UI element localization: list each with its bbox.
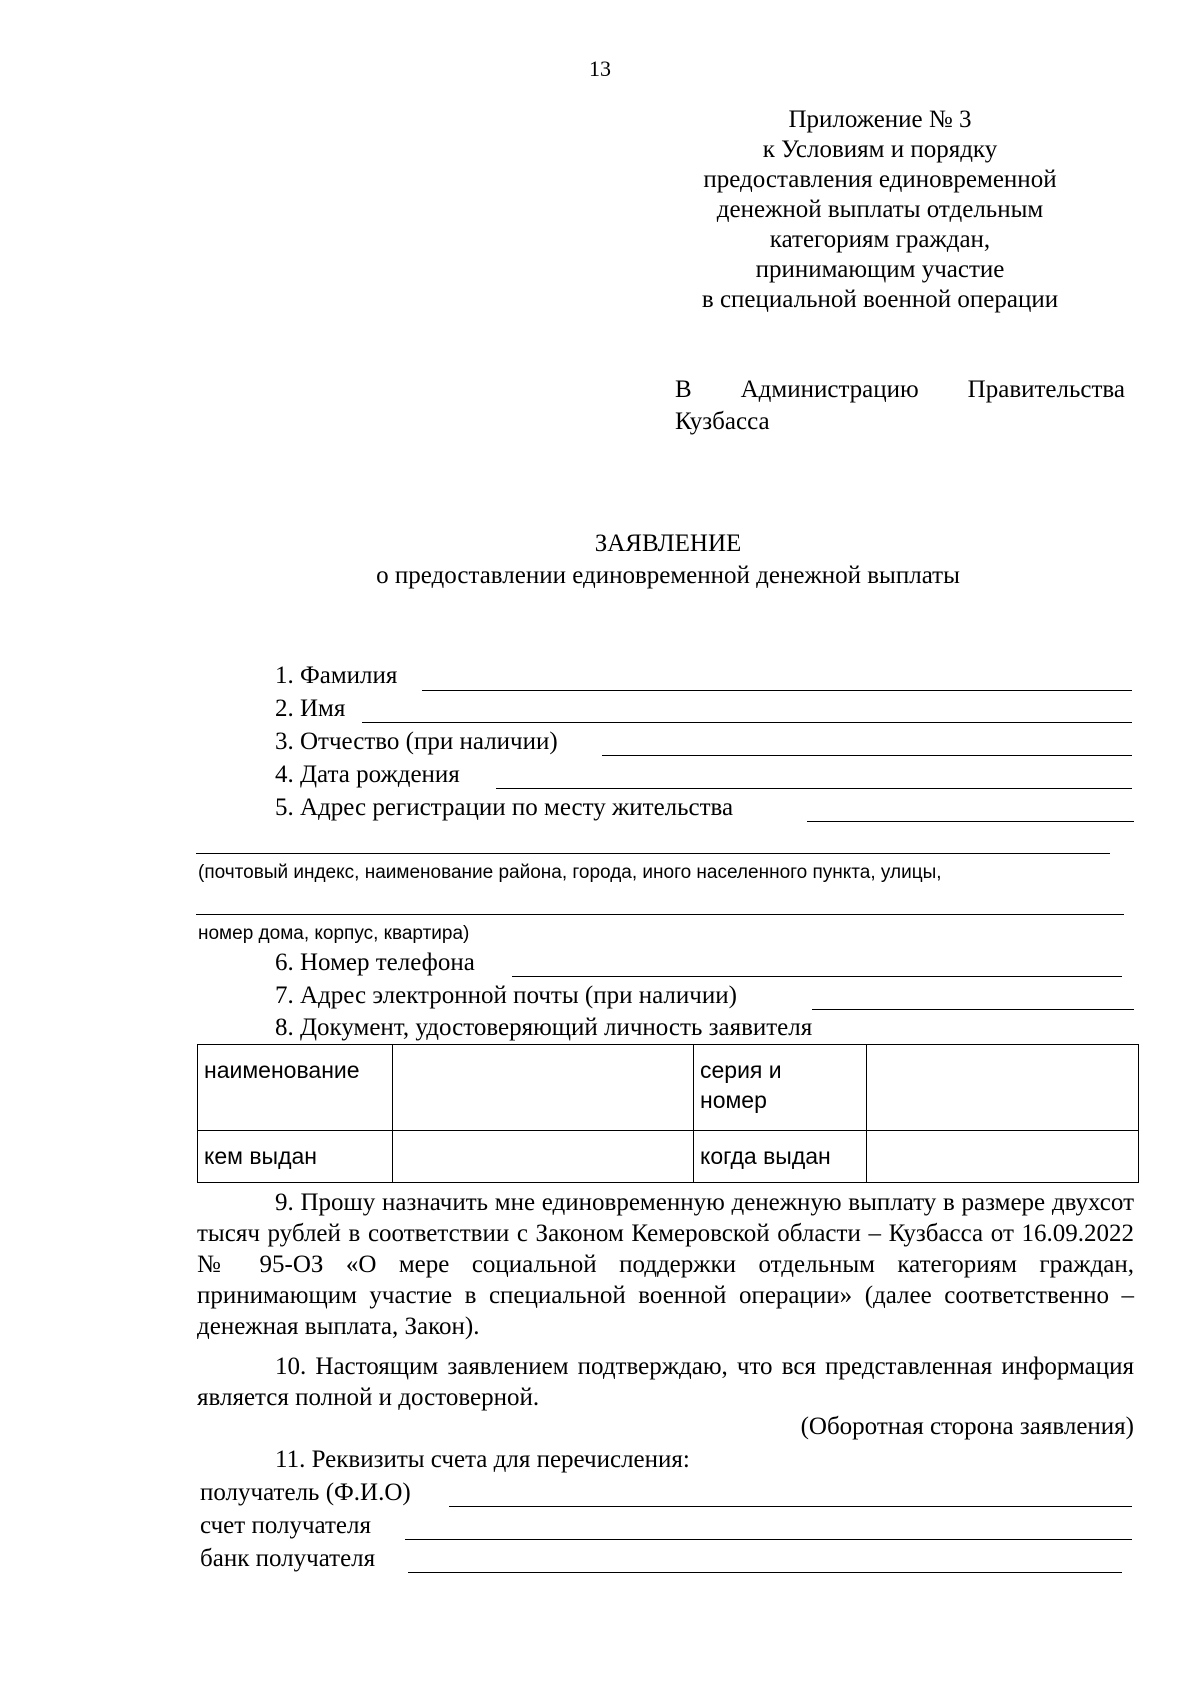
appendix-block bbox=[650, 105, 1110, 315]
patronymic-line[interactable] bbox=[602, 755, 1132, 756]
id-name-value-cell[interactable] bbox=[393, 1045, 694, 1131]
document-subtitle: о предоставлении единовременной денежной выплаты bbox=[376, 562, 960, 589]
email-label: 7. Адрес электронной почты (при наличии) bbox=[275, 982, 737, 1009]
id-issued-when-label-cell bbox=[694, 1131, 867, 1183]
patronymic-label: 3. Отчество (при наличии) bbox=[275, 728, 558, 755]
appendix-line: Приложение № 3 bbox=[788, 106, 972, 133]
bank-name-line[interactable] bbox=[408, 1572, 1122, 1573]
name-line[interactable] bbox=[362, 722, 1132, 723]
address-hint-2: номер дома, корпус, квартира) bbox=[198, 923, 470, 944]
paragraph-9: 9. Прошу назначить мне единовременную денежную выплату в размере двухсот тысяч рублей в соответствии с Законом Кемеровской области – Кузбасса от 16.09.2022 № 95-ОЗ «О мере социальной поддержки отдельным категориям граждан, принимающим участие в специальной военной операции» (далее соответственно – денежная выплата, Закон). bbox=[197, 1189, 1134, 1340]
email-line[interactable] bbox=[812, 1009, 1134, 1010]
phone-label: 6. Номер телефона bbox=[275, 949, 475, 976]
appendix-line: к Условиям и порядку bbox=[762, 136, 998, 163]
id-document-table bbox=[197, 1044, 1139, 1183]
id-issued-when-value-cell[interactable] bbox=[867, 1131, 1139, 1183]
id-document-label: 8. Документ, удостоверяющий личность заявителя bbox=[275, 1014, 813, 1041]
name-label: 2. Имя bbox=[275, 695, 346, 722]
appendix-line: предоставления единовременной bbox=[703, 166, 1057, 193]
id-issued-by-label: кем выдан bbox=[204, 1143, 317, 1169]
appendix-line: принимающим участие bbox=[755, 256, 1005, 283]
addressee-line-1: В Администрацию Правительства bbox=[675, 376, 1125, 403]
phone-line[interactable] bbox=[512, 976, 1122, 977]
id-name-label: наименование bbox=[204, 1057, 360, 1083]
surname-line[interactable] bbox=[422, 690, 1132, 691]
address-hint-1: (почтовый индекс, наименование района, города, иного населенного пункта, улицы, bbox=[198, 862, 942, 883]
id-issued-by-label-cell bbox=[198, 1131, 393, 1183]
table-row bbox=[198, 1131, 1139, 1183]
appendix-line: категориям граждан, bbox=[769, 226, 991, 253]
account-line[interactable] bbox=[405, 1539, 1132, 1540]
addressee-line-2: Кузбасса bbox=[675, 408, 770, 435]
id-series-value-cell[interactable] bbox=[867, 1045, 1139, 1131]
document-title: ЗАЯВЛЕНИЕ bbox=[594, 530, 742, 557]
bank-heading: 11. Реквизиты счета для перечисления: bbox=[275, 1446, 690, 1473]
id-name-label-cell bbox=[198, 1045, 393, 1131]
page-number: 13 bbox=[589, 56, 611, 81]
table-row bbox=[198, 1045, 1139, 1131]
bank-name-label: банк получателя bbox=[200, 1545, 376, 1572]
paragraph-10: 10. Настоящим заявлением подтверждаю, что вся представленная информация является полной и достоверной. bbox=[197, 1353, 1134, 1411]
recipient-line[interactable] bbox=[449, 1506, 1132, 1507]
birth-date-line[interactable] bbox=[496, 788, 1132, 789]
birth-date-label: 4. Дата рождения bbox=[275, 761, 460, 788]
id-issued-when-label: когда выдан bbox=[700, 1143, 831, 1169]
id-series-label-1: серия и bbox=[700, 1057, 782, 1083]
address-line-2[interactable] bbox=[196, 853, 1110, 854]
appendix-line: в специальной военной операции bbox=[701, 286, 1059, 313]
recipient-label: получатель (Ф.И.О) bbox=[200, 1479, 411, 1506]
surname-label: 1. Фамилия bbox=[275, 662, 398, 689]
address-label: 5. Адрес регистрации по месту жительства bbox=[275, 794, 734, 821]
id-series-label-cell bbox=[694, 1045, 867, 1131]
id-issued-by-value-cell[interactable] bbox=[393, 1131, 694, 1183]
address-line-3[interactable] bbox=[196, 914, 1124, 915]
appendix-line: денежной выплаты отдельным bbox=[716, 196, 1044, 223]
account-label: счет получателя bbox=[200, 1512, 371, 1539]
address-line[interactable] bbox=[807, 821, 1134, 822]
id-series-label-2: номер bbox=[700, 1087, 767, 1113]
reverse-side-note: (Оборотная сторона заявления) bbox=[800, 1413, 1134, 1440]
